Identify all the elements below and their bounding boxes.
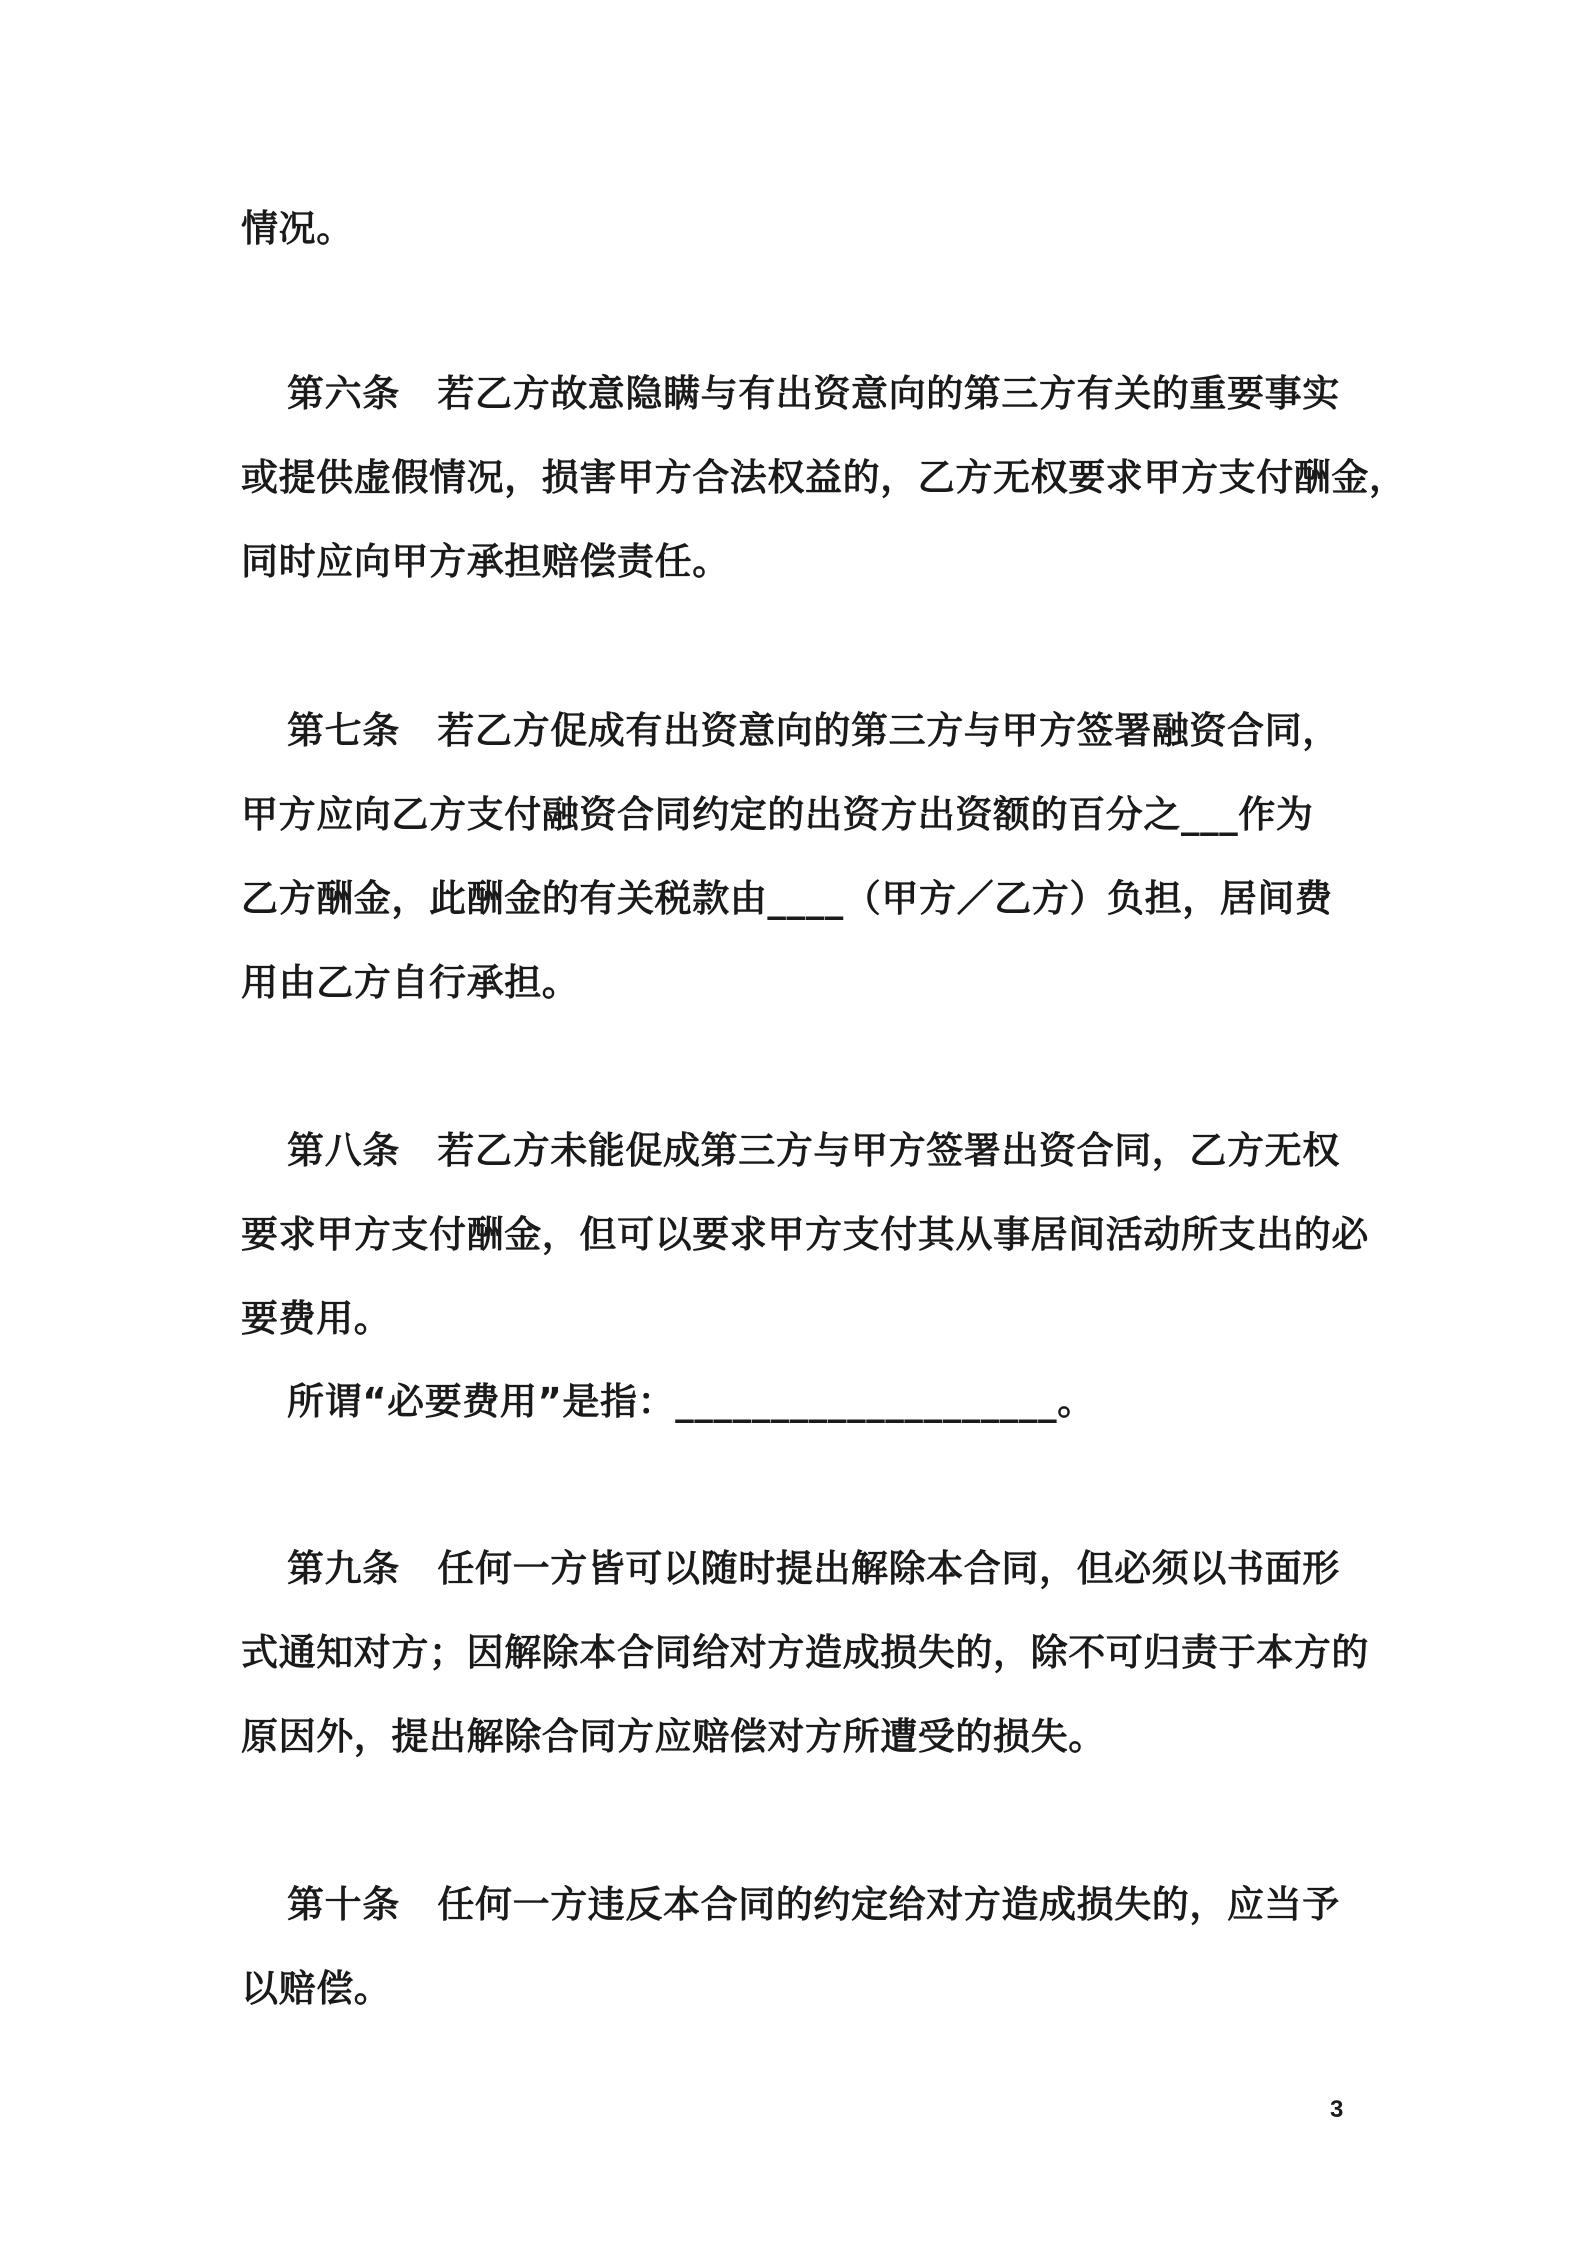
article-7-heading-line: 第七条 若乙方促成有出资意向的第三方与甲方签署融资合同， <box>287 709 1340 752</box>
text-line: 甲方应向乙方支付融资合同约定的出资方出资额的百分之___作为 <box>241 793 1314 836</box>
article-8-heading-line: 第八条 若乙方未能促成第三方与甲方签署出资合同，乙方无权 <box>287 1129 1340 1172</box>
text-line: 式通知对方；因解除本合同给对方造成损失的，除不可归责于本方的 <box>241 1631 1369 1674</box>
article-10-heading-line: 第十条 任何一方违反本合同的约定给对方造成损失的，应当予 <box>287 1883 1340 1926</box>
text-line: 要费用。 <box>241 1297 392 1340</box>
text-line: 乙方酬金，此酬金的有关税款由____（甲方／乙方）负担，居间费 <box>241 877 1333 920</box>
text-line: 用由乙方自行承担。 <box>241 961 580 1004</box>
necessary-expenses-line: 所谓“必要费用”是指：____________________。 <box>287 1380 1095 1423</box>
article-9-heading-line: 第九条 任何一方皆可以随时提出解除本合同，但必须以书面形 <box>287 1547 1340 1590</box>
text-line: 同时应向甲方承担赔偿责任。 <box>241 540 730 583</box>
text-line: 原因外，提出解除合同方应赔偿对方所遭受的损失。 <box>241 1715 1106 1758</box>
text-line: 要求甲方支付酬金，但可以要求甲方支付其从事居间活动所支出的必 <box>241 1213 1369 1256</box>
article-6-heading-line: 第六条 若乙方故意隐瞒与有出资意向的第三方有关的重要事实 <box>287 372 1340 415</box>
page-number: 3 <box>1330 2096 1344 2123</box>
text-line: 或提供虚假情况，损害甲方合法权益的，乙方无权要求甲方支付酬金， <box>241 456 1407 499</box>
text-line: 以赔偿。 <box>241 1967 392 2010</box>
text-line: 情况。 <box>241 207 354 250</box>
